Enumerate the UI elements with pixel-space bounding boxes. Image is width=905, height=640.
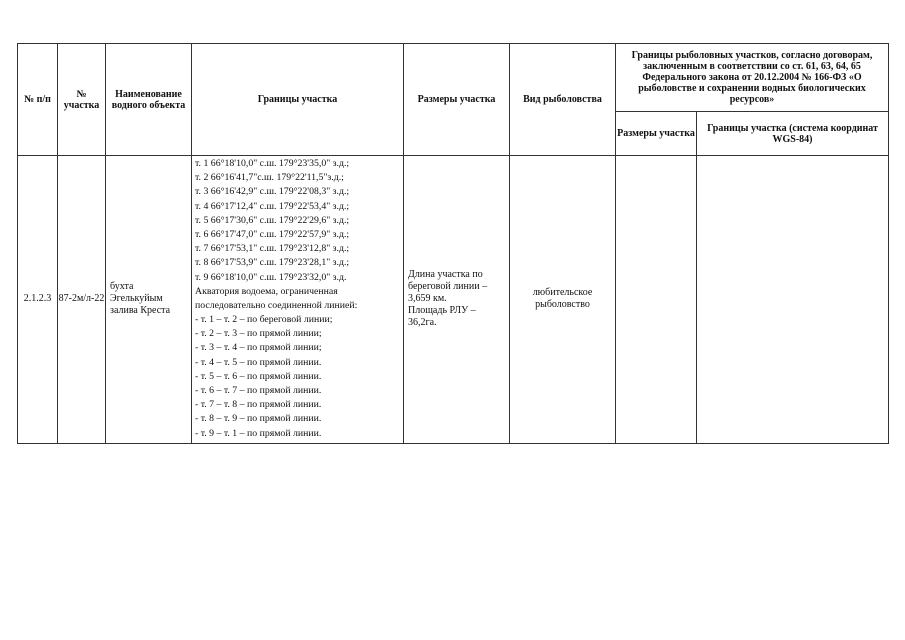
bounds-line: - т. 2 – т. 3 – по прямой линии; [195,328,322,340]
water-body-name: бухта Эгелькуйым залива Креста [106,156,192,444]
size-line: Длина участка по [408,269,483,281]
header-row [18,44,889,112]
size-line: Площадь РЛУ – [408,305,476,317]
bounds-line: т. 3 66°16'42,9" с.ш. 179°22'08,3" з.д.; [195,186,350,198]
bounds-line: т. 9 66°18'10,0" с.ш. 179°23'32,0" з.д. [195,271,347,283]
size-line: береговой линии – [408,281,488,293]
header-fishing-type: Вид рыболовства [510,44,616,156]
plot-number: 87-2м/л-22 [58,156,106,444]
bounds-line: - т. 7 – т. 8 – по прямой линии. [195,399,322,411]
fishing-type-line: рыболовство [535,299,590,311]
bounds-line: - т. 6 – т. 7 – по прямой линии. [195,385,322,396]
bounds-line: - т. 8 – т. 9 – по прямой линии. [195,413,322,425]
bounds-line: т. 5 66°17'30,6" с.ш. 179°22'29,6" з.д.; [195,214,350,226]
bounds-line: - т. 4 – т. 5 – по прямой линии. [195,356,322,368]
header-contract-group: Границы рыболовных участков, согласно договорам, заключенным в соответствии со ст. 61, 63, 64, 65 Федерального закона от 20.12.2004 № 166-ФЗ «О рыболовстве и сохранении водных биологических ресурсов» [616,44,889,112]
bounds-line: - т. 5 – т. 6 – по прямой линии. [195,370,322,382]
row-number: 2.1.2.3 [18,156,58,444]
plot-bounds [192,156,404,444]
bounds-line: т. 2 66°16'41,7"с.ш. 179°22'11,5"з.д.; [195,172,344,184]
header-contract-size: Размеры участка [616,112,697,156]
bounds-line: - т. 1 – т. 2 – по береговой линии; [195,314,333,326]
size-line: 3,659 км. [408,293,447,305]
bounds-line: последовательно соединенной линией: [195,299,358,311]
bounds-line: т. 8 66°17'53,9" с.ш. 179°23'28,1" з.д.; [195,257,350,269]
bounds-line: Акватория водоема, ограниченная [195,285,338,297]
header-row-number: № п/п [18,44,58,156]
plot-size [404,156,510,444]
bounds-line: т. 1 66°18'10,0" с.ш. 179°23'35,0" з.д.; [195,158,350,169]
contract-size [616,156,697,444]
bounds-line: - т. 3 – т. 4 – по прямой линии; [195,342,322,354]
bounds-line: - т. 9 – т. 1 – по прямой линии. [195,427,322,439]
fishing-type [510,156,616,444]
fishing-type-line: любительское [532,287,593,299]
header-plot-number: № участка [58,44,106,156]
contract-bounds [697,156,889,444]
bounds-line: т. 6 66°17'47,0" с.ш. 179°22'57,9" з.д.; [195,228,350,240]
bounds-line: т. 4 66°17'12,4" с.ш. 179°22'53,4" з.д.; [195,200,350,212]
size-line: 36,2га. [408,317,437,329]
header-plot-bounds: Границы участка [192,44,404,156]
table-row [18,156,889,444]
fishing-plots-table [17,43,889,444]
bounds-line: т. 7 66°17'53,1" с.ш. 179°23'12,8" з.д.; [195,243,350,255]
header-contract-bounds: Границы участка (система координат WGS-84) [697,112,889,156]
header-water-body: Наименование водного объекта [106,44,192,156]
header-plot-size: Размеры участка [404,44,510,156]
